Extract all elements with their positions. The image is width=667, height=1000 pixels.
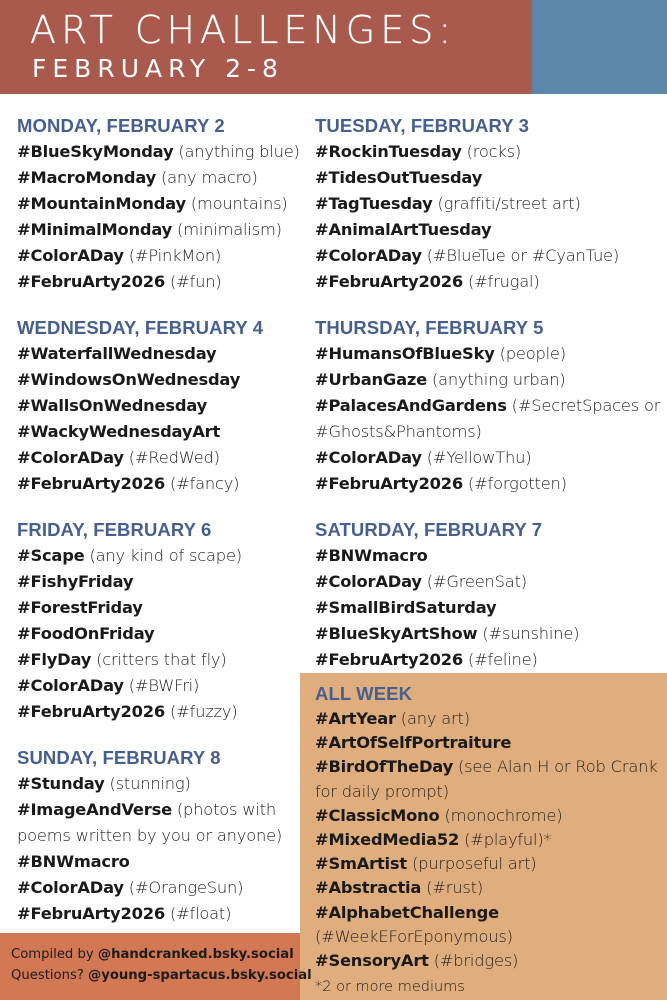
hashtag-continuation bbox=[17, 823, 297, 849]
hashtag-description: (stunning) bbox=[104, 774, 191, 793]
hashtag-macromonday bbox=[17, 165, 297, 191]
hashtag-coloraday bbox=[315, 243, 665, 269]
hashtag-coloraday bbox=[17, 445, 297, 471]
day-title: TUESDAY, FEBRUARY 3 bbox=[315, 115, 530, 136]
hashtag-description: (#GreenSat) bbox=[421, 572, 527, 591]
hashtag-label: #ColorADay bbox=[17, 448, 124, 467]
hashtag-continuation bbox=[315, 780, 657, 804]
hashtag-smallbirdsaturday bbox=[315, 595, 665, 621]
hashtag-februarty2026 bbox=[17, 699, 297, 725]
hashtag-description: (#BlueTue or #CyanTue) bbox=[421, 246, 620, 265]
hashtag-description: #Ghosts&Phantoms) bbox=[315, 422, 482, 441]
hashtag-imageandverse bbox=[17, 797, 297, 823]
hashtag-description: (#fuzzy) bbox=[164, 702, 238, 721]
hashtag-description: (mountains) bbox=[185, 194, 288, 213]
day-section-saturday bbox=[315, 517, 665, 673]
hashtag-description: poems written by you or anyone) bbox=[17, 826, 283, 845]
hashtag-description: (people) bbox=[494, 344, 566, 363]
hashtag-description: (minimalism) bbox=[172, 220, 282, 239]
hashtag-description: (any kind of scape) bbox=[84, 546, 242, 565]
hashtag-fishyfriday bbox=[17, 569, 297, 595]
day-section-tuesday bbox=[315, 113, 665, 295]
hashtag-label: #MacroMonday bbox=[17, 168, 157, 187]
hashtag-februarty2026 bbox=[315, 269, 665, 295]
questions-handle-link[interactable]: @young-spartacus.bsky.social bbox=[88, 968, 312, 983]
hashtag-label: #ImageAndVerse bbox=[17, 800, 172, 819]
hashtag-description: (#rust) bbox=[421, 878, 484, 898]
hashtag-classicmono bbox=[315, 804, 657, 828]
hashtag-label: #ColorADay bbox=[315, 448, 422, 467]
day-section-thursday bbox=[315, 315, 665, 497]
questions-label: Questions? bbox=[11, 968, 89, 983]
hashtag-label: #ColorADay bbox=[17, 676, 124, 695]
hashtag-label: #MinimalMonday bbox=[17, 220, 173, 239]
hashtag-blueskymonday bbox=[17, 139, 300, 165]
hashtag-description: (anything urban) bbox=[427, 370, 566, 389]
hashtag-label: #MountainMonday bbox=[17, 194, 186, 213]
day-title: SATURDAY, FEBRUARY 7 bbox=[315, 519, 543, 540]
hashtag-label: #AlphabetChallenge bbox=[315, 902, 499, 922]
hashtag-label: #ColorADay bbox=[17, 246, 124, 265]
day-title: MONDAY, FEBRUARY 2 bbox=[17, 115, 225, 136]
hashtag-februarty2026 bbox=[315, 647, 665, 673]
all-week-panel bbox=[300, 673, 667, 1000]
hashtag-description: (#BWFri) bbox=[123, 676, 200, 695]
hashtag-flyday bbox=[17, 647, 297, 673]
right-column bbox=[315, 113, 665, 693]
hashtag-humansofbluesky bbox=[315, 341, 665, 367]
page-title: ART CHALLENGES: bbox=[30, 8, 457, 52]
hashtag-description: (critters that fly) bbox=[91, 650, 227, 669]
header-accent-block bbox=[532, 0, 667, 94]
page-subtitle: FEBRUARY 2-8 bbox=[32, 54, 284, 83]
hashtag-label: #ForestFriday bbox=[17, 598, 143, 617]
hashtag-label: #BNWmacro bbox=[315, 546, 428, 565]
hashtag-label: #PalacesAndGardens bbox=[315, 396, 507, 415]
day-section-monday bbox=[17, 113, 300, 295]
hashtag-description: (purposeful art) bbox=[407, 854, 537, 874]
hashtag-palacesandgardens bbox=[315, 393, 665, 419]
day-section-wednesday bbox=[17, 315, 297, 497]
hashtag-scape bbox=[17, 543, 297, 569]
hashtag-tidesouttuesday bbox=[315, 165, 665, 191]
hashtag-label: #SensoryArt bbox=[315, 951, 429, 971]
hashtag-urbangaze bbox=[315, 367, 665, 393]
hashtag-description: (#PinkMon) bbox=[123, 246, 222, 265]
hashtag-sensoryart bbox=[315, 949, 657, 973]
hashtag-label: #FebruArty2026 bbox=[315, 272, 463, 291]
hashtag-label: #WaterfallWednesday bbox=[17, 344, 217, 363]
hashtag-description: (#WeekEForEponymous) bbox=[315, 926, 513, 946]
hashtag-description: for daily prompt) bbox=[315, 781, 449, 801]
hashtag-description: (see Alan H or Rob Crank bbox=[453, 757, 658, 777]
hashtag-continuation bbox=[315, 925, 657, 949]
hashtag-description: (any art) bbox=[395, 709, 470, 728]
hashtag-mountainmonday bbox=[17, 191, 297, 217]
hashtag-description: (rocks) bbox=[461, 142, 522, 161]
hashtag-label: #ArtYear bbox=[315, 709, 396, 728]
hashtag-windowsonwednesday bbox=[17, 367, 297, 393]
compiled-by-line bbox=[11, 947, 294, 962]
hashtag-description: (#OrangeSun) bbox=[123, 878, 244, 897]
hashtag-label: #UrbanGaze bbox=[315, 370, 427, 389]
hashtag-label: #Stunday bbox=[17, 774, 105, 793]
hashtag-artofselfportraiture bbox=[315, 731, 657, 755]
hashtag-description: (graffiti/street art) bbox=[432, 194, 581, 213]
all-week-list bbox=[315, 681, 657, 995]
hashtag-wackywednesdayart bbox=[17, 419, 297, 445]
hashtag-label: #ArtOfSelfPortraiture bbox=[315, 733, 512, 753]
hashtag-coloraday bbox=[17, 243, 297, 269]
hashtag-label: #WallsOnWednesday bbox=[17, 396, 208, 415]
hashtag-blueskyartshow bbox=[315, 621, 665, 647]
footer-credits bbox=[0, 933, 312, 1000]
hashtag-label: #RockinTuesday bbox=[315, 142, 462, 161]
hashtag-label: #Abstractia bbox=[315, 878, 422, 898]
hashtag-description: (anything blue) bbox=[173, 142, 300, 161]
hashtag-description: (#YellowThu) bbox=[421, 448, 532, 467]
hashtag-description: (monochrome) bbox=[439, 805, 563, 825]
hashtag-description: (photos with bbox=[171, 800, 277, 819]
hashtag-februarty2026 bbox=[17, 471, 297, 497]
hashtag-label: #BlueSkyArtShow bbox=[315, 624, 478, 643]
hashtag-alphabetchallenge bbox=[315, 901, 657, 925]
hashtag-description: (#SecretSpaces or bbox=[506, 396, 661, 415]
hashtag-label: #FebruArty2026 bbox=[315, 474, 463, 493]
hashtag-continuation bbox=[315, 419, 665, 445]
hashtag-label: #FlyDay bbox=[17, 650, 92, 669]
hashtag-description: (#playful)* bbox=[459, 830, 552, 850]
hashtag-coloraday bbox=[17, 673, 297, 699]
hashtag-artyear bbox=[315, 707, 657, 731]
hashtag-label: #FebruArty2026 bbox=[17, 272, 165, 291]
hashtag-label: #TagTuesday bbox=[315, 194, 433, 213]
hashtag-label: #ColorADay bbox=[17, 878, 124, 897]
hashtag-birdoftheday bbox=[315, 755, 657, 779]
hashtag-animalarttuesday bbox=[315, 217, 665, 243]
hashtag-label: #Scape bbox=[17, 546, 85, 565]
questions-line bbox=[11, 968, 312, 983]
day-title: THURSDAY, FEBRUARY 5 bbox=[315, 317, 544, 338]
hashtag-label: #AnimalArtTuesday bbox=[315, 220, 492, 239]
hashtag-label: #FebruArty2026 bbox=[17, 904, 165, 923]
compiled-handle-link[interactable]: @handcranked.bsky.social bbox=[97, 947, 294, 962]
hashtag-wallsonwednesday bbox=[17, 393, 297, 419]
left-column bbox=[17, 113, 300, 947]
hashtag-description: (#fancy) bbox=[164, 474, 240, 493]
hashtag-description: (any macro) bbox=[156, 168, 258, 187]
hashtag-coloraday bbox=[315, 445, 665, 471]
hashtag-label: #WindowsOnWednesday bbox=[17, 370, 241, 389]
hashtag-foodonfriday bbox=[17, 621, 297, 647]
hashtag-minimalmonday bbox=[17, 217, 297, 243]
hashtag-label: #FebruArty2026 bbox=[17, 702, 165, 721]
hashtag-tagtuesday bbox=[315, 191, 665, 217]
hashtag-coloraday bbox=[17, 875, 297, 901]
hashtag-waterfallwednesday bbox=[17, 341, 297, 367]
hashtag-label: #SmallBirdSaturday bbox=[315, 598, 497, 617]
hashtag-rockintuesday bbox=[315, 139, 665, 165]
hashtag-description: (#RedWed) bbox=[123, 448, 220, 467]
hashtag-label: #FishyFriday bbox=[17, 572, 134, 591]
hashtag-forestfriday bbox=[17, 595, 297, 621]
hashtag-mixedmedia52 bbox=[315, 828, 657, 852]
hashtag-label: #FoodOnFriday bbox=[17, 624, 155, 643]
day-section-friday bbox=[17, 517, 297, 725]
hashtag-bnwmacro bbox=[315, 543, 665, 569]
hashtag-description: (#frugal) bbox=[462, 272, 540, 291]
hashtag-description: (#fun) bbox=[164, 272, 222, 291]
hashtag-label: #WackyWednesdayArt bbox=[17, 422, 221, 441]
hashtag-description: (#sunshine) bbox=[477, 624, 580, 643]
hashtag-februarty2026 bbox=[17, 269, 297, 295]
hashtag-description: (#float) bbox=[164, 904, 232, 923]
hashtag-label: #ClassicMono bbox=[315, 805, 440, 825]
hashtag-label: #FebruArty2026 bbox=[17, 474, 165, 493]
hashtag-label: #BlueSkyMonday bbox=[17, 142, 174, 161]
footnote: *2 or more mediums bbox=[315, 979, 465, 996]
hashtag-description: (#feline) bbox=[462, 650, 538, 669]
hashtag-bnwmacro bbox=[17, 849, 297, 875]
hashtag-abstractia bbox=[315, 876, 657, 900]
hashtag-februarty2026 bbox=[17, 901, 297, 927]
header-banner bbox=[0, 0, 532, 94]
hashtag-label: #SmArtist bbox=[315, 854, 408, 874]
hashtag-februarty2026 bbox=[315, 471, 665, 497]
hashtag-label: #HumansOfBlueSky bbox=[315, 344, 495, 363]
day-title: FRIDAY, FEBRUARY 6 bbox=[17, 519, 212, 540]
hashtag-label: #FebruArty2026 bbox=[315, 650, 463, 669]
hashtag-label: #ColorADay bbox=[315, 246, 422, 265]
hashtag-description: (#forgotten) bbox=[462, 474, 567, 493]
hashtag-stunday bbox=[17, 771, 297, 797]
day-title: SUNDAY, FEBRUARY 8 bbox=[17, 747, 221, 768]
hashtag-label: #BirdOfTheDay bbox=[315, 757, 453, 777]
hashtag-smartist bbox=[315, 852, 657, 876]
hashtag-description: (#bridges) bbox=[428, 951, 519, 971]
day-title: WEDNESDAY, FEBRUARY 4 bbox=[17, 317, 264, 338]
hashtag-label: #MixedMedia52 bbox=[315, 830, 460, 850]
compiled-label: Compiled by bbox=[11, 947, 98, 962]
hashtag-label: #BNWmacro bbox=[17, 852, 130, 871]
hashtag-label: #TidesOutTuesday bbox=[315, 168, 483, 187]
all-week-title: ALL WEEK bbox=[315, 683, 413, 704]
hashtag-coloraday bbox=[315, 569, 665, 595]
hashtag-label: #ColorADay bbox=[315, 572, 422, 591]
day-section-sunday bbox=[17, 745, 297, 927]
